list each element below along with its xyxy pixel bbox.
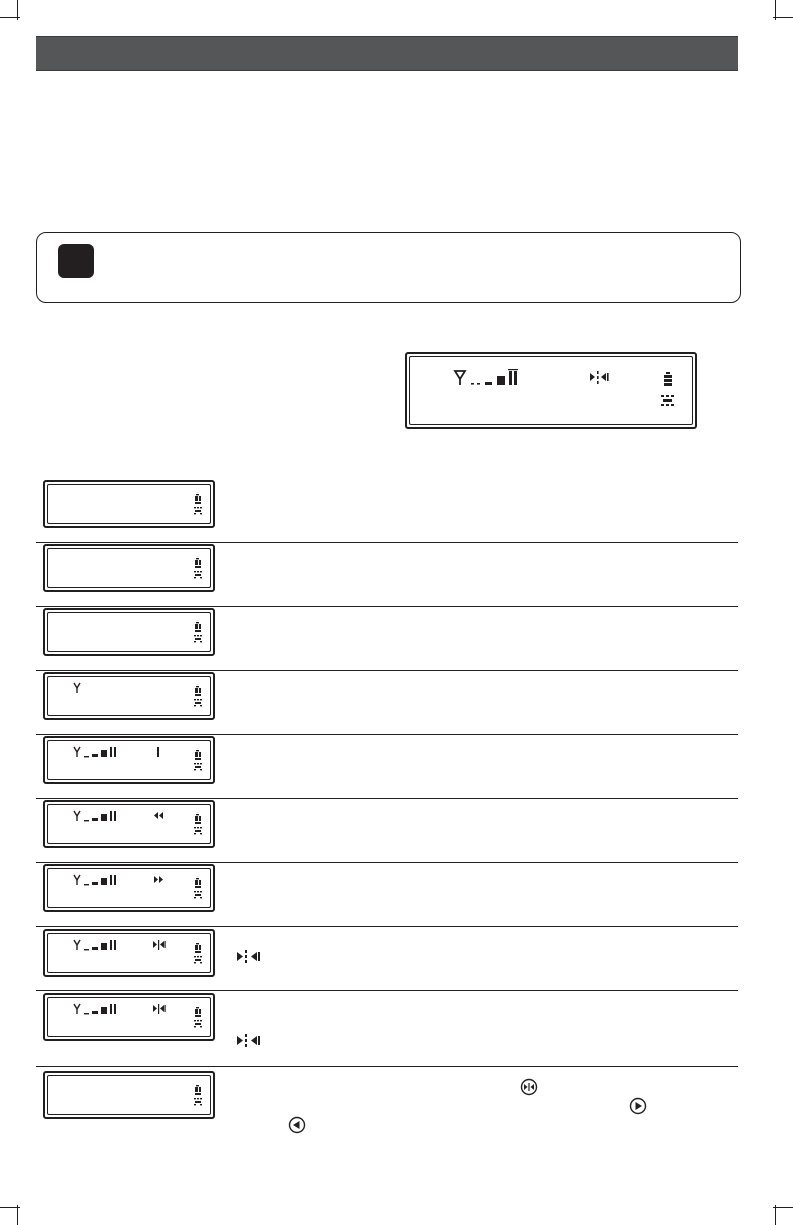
battery-icon: [195, 750, 201, 760]
crop-mark: [775, 1205, 776, 1225]
skip-track-icon: [153, 1004, 166, 1014]
signal-strength-bars-icon: [84, 811, 116, 821]
lcd-display-state: [43, 929, 215, 977]
signal-strength-bars-icon: [84, 940, 116, 950]
battery-label-icon: [194, 827, 202, 834]
antenna-icon: [74, 811, 80, 821]
row-divider: [36, 734, 738, 735]
battery-icon: [195, 622, 201, 632]
battery-icon: [195, 1085, 201, 1095]
signal-strength-bars-icon: [84, 1004, 116, 1014]
antenna-icon: [74, 875, 80, 885]
lcd-display-state: [43, 864, 215, 912]
battery-icon: [195, 558, 201, 568]
battery-label-icon: [194, 507, 202, 514]
battery-icon: [664, 372, 672, 386]
skip-track-icon: [236, 1033, 266, 1049]
battery-icon: [195, 1007, 201, 1017]
row-divider: [36, 862, 738, 863]
lcd-display-example: [405, 352, 697, 429]
lcd-state-graphic: [45, 674, 217, 722]
battery-icon: [195, 878, 201, 888]
note-box: [36, 232, 741, 303]
lcd-state-graphic: [45, 738, 217, 786]
note-icon: [58, 244, 94, 278]
crop-mark: [773, 17, 793, 18]
center-button-icon: [520, 1078, 538, 1096]
lcd-state-graphic: [45, 866, 217, 914]
fast-forward-icon: [154, 876, 163, 883]
antenna-icon: [455, 371, 465, 385]
antenna-icon: [74, 1004, 80, 1014]
row-divider: [36, 606, 738, 607]
antenna-icon: [74, 940, 80, 950]
pause-icon: [157, 747, 159, 757]
battery-label-icon: [194, 1098, 202, 1105]
lcd-display-state: [43, 800, 215, 848]
battery-label-icon: [661, 395, 674, 406]
battery-label-icon: [194, 699, 202, 706]
lcd-display-state: [43, 480, 215, 528]
rewind-icon: [154, 812, 163, 819]
lcd-state-graphic: [45, 931, 217, 979]
section-header-bar: [36, 36, 738, 71]
row-divider: [36, 670, 738, 671]
lcd-display-state: [43, 993, 215, 1041]
lcd-display-state: [43, 736, 215, 784]
crop-mark: [775, 0, 776, 20]
battery-label-icon: [194, 635, 202, 642]
row-divider: [36, 798, 738, 799]
signal-strength-bars-icon: [84, 747, 116, 757]
crop-mark: [773, 1207, 793, 1208]
lcd-display-state: [43, 672, 215, 720]
lcd-state-graphic: [45, 546, 217, 594]
lcd-state-graphic: [45, 1073, 217, 1121]
battery-icon: [195, 494, 201, 504]
battery-label-icon: [194, 891, 202, 898]
signal-strength-bars-icon: [471, 369, 518, 385]
left-arrow-button-icon: [288, 1116, 306, 1134]
battery-icon: [195, 814, 201, 824]
skip-track-icon: [590, 371, 609, 384]
lcd-state-graphic: [45, 610, 217, 658]
row-divider: [36, 990, 738, 991]
row-divider: [36, 926, 738, 927]
antenna-icon: [74, 747, 80, 757]
battery-label-icon: [194, 956, 202, 963]
lcd-state-graphic: [45, 995, 217, 1043]
lcd-display-state: [43, 1071, 215, 1119]
lcd-display-state: [43, 544, 215, 592]
signal-strength-bars-icon: [84, 875, 116, 885]
lcd-example-graphic: [407, 354, 699, 431]
lcd-state-graphic: [45, 482, 217, 530]
row-divider: [36, 1066, 738, 1067]
crop-mark: [17, 1205, 18, 1225]
battery-icon: [195, 943, 201, 953]
battery-label-icon: [194, 1020, 202, 1027]
right-arrow-button-icon: [629, 1097, 647, 1115]
row-divider: [36, 542, 738, 543]
antenna-icon: [74, 683, 80, 693]
battery-label-icon: [194, 571, 202, 578]
battery-icon: [195, 686, 201, 696]
lcd-display-state: [43, 608, 215, 656]
skip-track-icon: [153, 940, 166, 950]
battery-label-icon: [194, 763, 202, 770]
crop-mark: [17, 0, 18, 20]
lcd-state-graphic: [45, 802, 217, 850]
skip-track-icon: [236, 949, 266, 965]
